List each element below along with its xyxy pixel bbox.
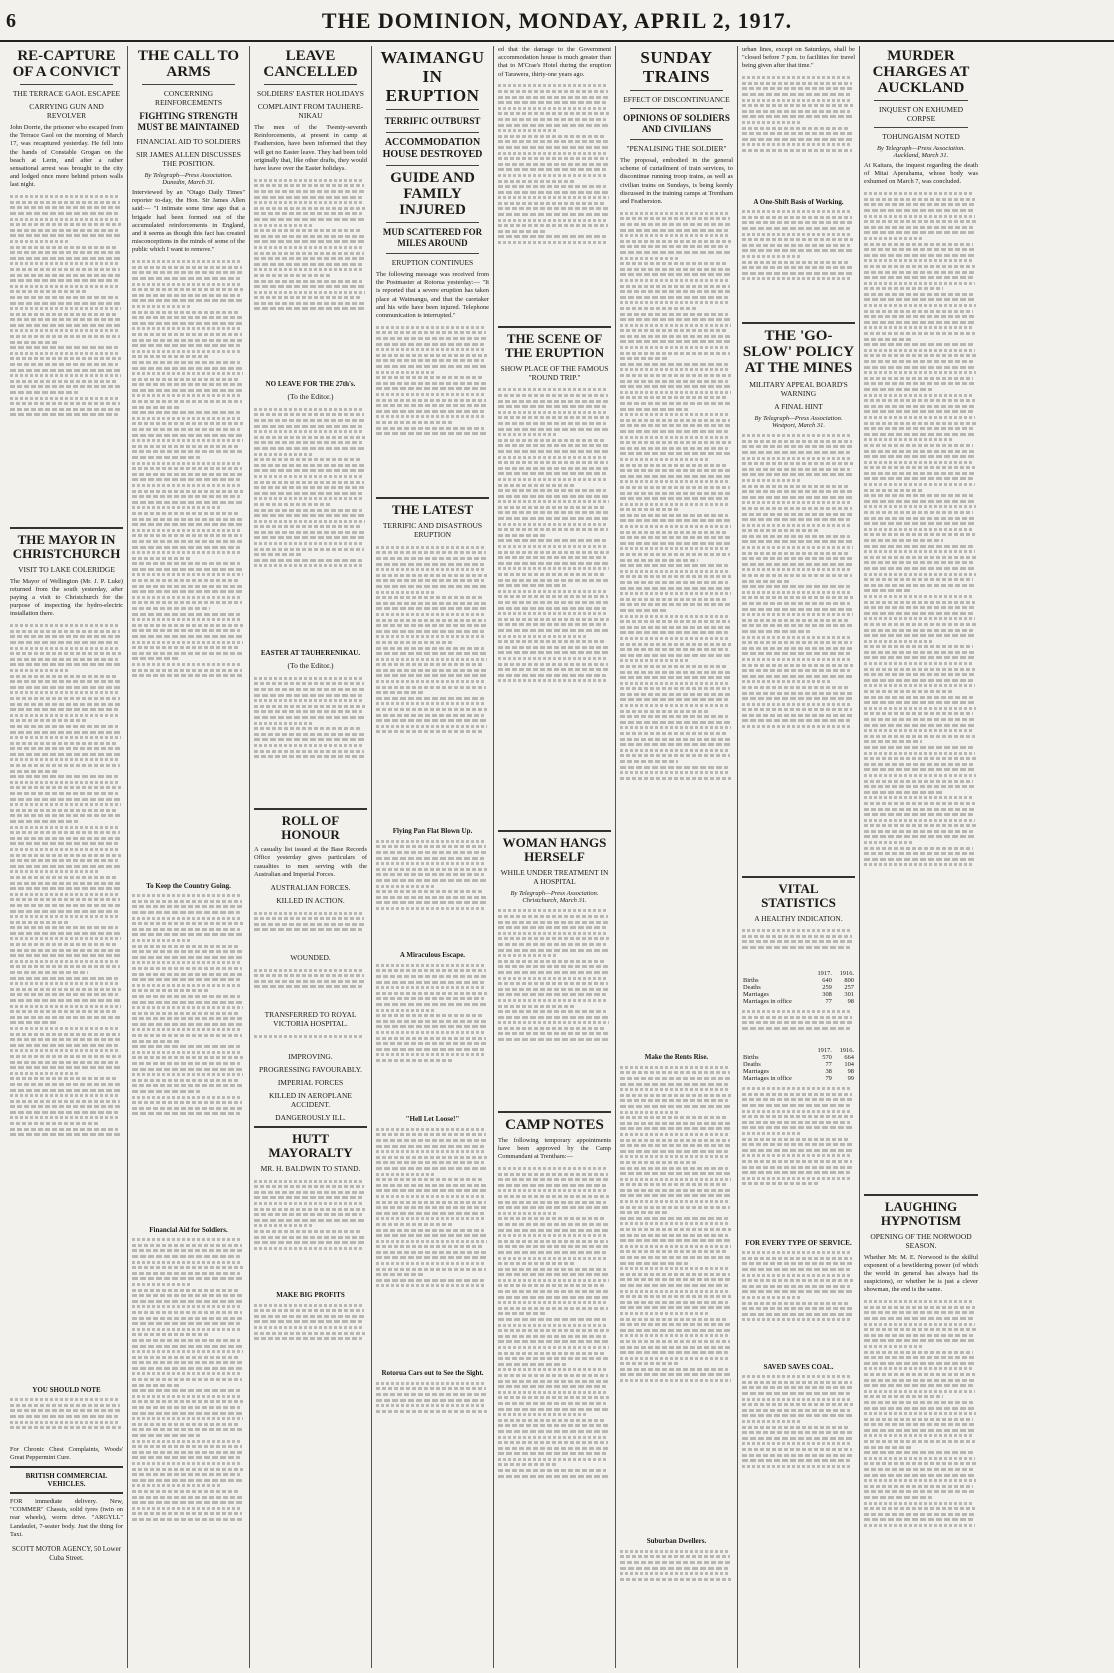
- section-head: "Hell Let Loose!": [405, 1115, 460, 1124]
- ad-text-filler: [742, 1249, 855, 1359]
- headline-leave: LEAVE CANCELLED: [263, 48, 358, 80]
- table-row: Marriages 308 301: [743, 990, 854, 998]
- section-head: NO LEAVE FOR THE 27th's.: [265, 380, 356, 389]
- article-lead: The proposal, embodied in the general scheme of curtailment of train services, to discontinue running troop trains, as well as civilian trains on Sundays, is being keenly discussed in the training camps at Trentham and Featherston.: [620, 157, 733, 206]
- body-text-filler: [498, 386, 611, 826]
- subhead: FINANCIAL AID TO SOLDIERS: [136, 137, 241, 146]
- headline-scene: THE SCENE OF THE ERUPTION: [504, 330, 605, 360]
- subhead: COMPLAINT FROM TAUHERE-NIKAU: [257, 102, 364, 120]
- body-text-filler: [620, 1063, 733, 1533]
- body-text-filler: [498, 1164, 611, 1624]
- subhead: SIR JAMES ALLEN DISCUSSES THE POSITION.: [136, 150, 241, 168]
- body-text-filler: [10, 193, 123, 523]
- section-head: Suburban Dwellers.: [646, 1537, 707, 1546]
- headline-hutt-mayoralty: HUTT MAYORALTY: [268, 1131, 353, 1161]
- subhead: VISIT TO LAKE COLERIDGE: [18, 564, 115, 574]
- table-row: Deaths 77 104: [743, 1060, 854, 1068]
- body-text-filler: [620, 209, 733, 1049]
- article-lead: John Dorrie, the prisoner who escaped from the Terrace Gaol on the morning of March 17, was recaptured yesterday. He fell into the hands of Constable Grogan on the beach at Lerin, and after a rather sensational arrest was brought to the city and lodged once more behind prison walls last night.: [10, 124, 123, 189]
- body-text-filler: [376, 323, 489, 493]
- subhead-large: FIGHTING STRENGTH MUST BE MAINTAINED: [137, 111, 240, 132]
- body-text-filler: [254, 1177, 367, 1287]
- body-text-filler: [742, 74, 855, 194]
- table-row: Deaths 259 257: [743, 983, 854, 991]
- article-lead: At Kaitara, the inquest regarding the death of Mitai Aperahama, whose body was exhumed on March 7, was concluded.: [864, 162, 978, 186]
- subhead: SOLDIERS' EASTER HOLIDAYS: [257, 89, 364, 98]
- article-lead: Interviewed by an "Otago Daily Times" reporter to-day, the Hon. Sir James Allen said:— "I intimate some time ago that a brigade had been formed out of the accumulated reinforcements in England, and it seems as though this fact has created misconceptions in the minds of some of the public which I want to remove.": [132, 189, 245, 254]
- headline-go-slow: THE 'GO-SLOW' POLICY AT THE MINES: [742, 327, 855, 376]
- vital-stats-table-2: 1917. 1916. Births 570 664 Deaths 77 104 Marriages 38 98 Marriages in office 79 99: [743, 1046, 854, 1082]
- column-8: [860, 46, 982, 1668]
- table-row: Marriages in office 79 99: [743, 1074, 854, 1082]
- subhead-large: ACCOMMODATION HOUSE DESTROYED: [382, 137, 483, 160]
- page-number: 6: [6, 10, 16, 32]
- body-text-filler: [864, 1298, 978, 1638]
- body-text-filler: [864, 190, 978, 1190]
- vital-stats-table: 1917. 1916. Births 640 800 Deaths 259 257 Marriages 308 301 Marriages in office 77 98: [743, 969, 854, 1005]
- headline-murder-charges: MURDER CHARGES AT AUCKLAND: [872, 48, 970, 96]
- roll-section: KILLED IN ACTION.: [276, 896, 345, 906]
- column-5: [494, 46, 616, 1668]
- body-text-filler: [376, 1125, 489, 1365]
- section-head: Rotorua Cars out to See the Sight.: [381, 1369, 484, 1378]
- subhead: TOHUNGAISM NOTED: [882, 132, 960, 141]
- ad-text: For Chronic Chest Complaints, Woods' Great Peppermint Cure.: [10, 1445, 123, 1461]
- body-text-filler: [132, 258, 245, 878]
- body-text-filler: [132, 1236, 245, 1656]
- table-row: Births 640 800: [743, 976, 854, 984]
- ad-heading: YOU SHOULD NOTE: [32, 1385, 101, 1394]
- subhead: OPENING OF THE NORWOOD SEASON.: [870, 1231, 972, 1250]
- ad-signature: SCOTT MOTOR AGENCY, 50 Lower Cuba Street.: [11, 1545, 122, 1563]
- ad-heading: MAKE BIG PROFITS: [276, 1291, 345, 1300]
- subhead: A HEALTHY INDICATION.: [754, 913, 843, 923]
- section-head: To Keep the Country Going.: [146, 881, 231, 890]
- subhead: CARRYING GUN AND REVOLVER: [29, 102, 104, 120]
- subhead: WHILE UNDER TREATMENT IN A HOSPITAL: [500, 867, 609, 886]
- article-continuation: ed that the damage to the Government accommodation house is much greater than that to M'Crae's Hotel during the eruption of Tarawera, thirty-one years ago.: [498, 46, 611, 78]
- column-3: [250, 46, 372, 1668]
- article-lead: Whether Mr. M. E. Norwood is the skilful exponent of a bewildering power (of which the world in general has always had its suspicions), or whether he is just a clever showman, the end is the same.: [864, 1253, 978, 1294]
- table-row: Marriages 38 98: [743, 1067, 854, 1075]
- subhead: SHOW PLACE OF THE FAMOUS "ROUND TRIP.": [500, 363, 609, 382]
- roll-section: DANGEROUSLY ILL.: [275, 1113, 346, 1123]
- headline-latest: THE LATEST: [391, 502, 474, 518]
- roll-section: IMPERIAL FORCES: [277, 1078, 344, 1088]
- roll-section: TRANSFERRED TO ROYAL VICTORIA HOSPITAL.: [264, 1010, 357, 1029]
- section-head: Make the Rents Rise.: [644, 1053, 709, 1062]
- ad-text-filler: [10, 1396, 123, 1446]
- section-head: Financial Aid for Soldiers.: [149, 1225, 228, 1234]
- body-text-filler: [254, 1032, 367, 1048]
- headline-mayor: THE MAYOR IN CHRISTCHURCH: [12, 531, 121, 561]
- body-text-filler: [376, 543, 489, 823]
- body-text-filler: [376, 1379, 489, 1429]
- ad-heading: FOR EVERY TYPE OF SERVICE.: [745, 1238, 852, 1247]
- masthead: [0, 0, 1114, 42]
- headline-vital-statistics: VITAL STATISTICS: [761, 880, 836, 910]
- body-text-filler: [254, 909, 367, 949]
- roll-section: WOUNDED.: [290, 953, 331, 963]
- roll-section: PROGRESSING FAVOURABLY.: [258, 1065, 363, 1075]
- body-text-filler: [498, 907, 611, 1107]
- roll-section: KILLED IN AEROPLANE ACCIDENT.: [269, 1091, 352, 1110]
- subhead-large: GUIDE AND FAMILY INJURED: [390, 170, 475, 218]
- subhead: TERRIFIC AND DISASTROUS ERUPTION: [382, 521, 483, 540]
- roll-section: IMPROVING.: [288, 1052, 333, 1062]
- section-head: Flying Pan Flat Blown Up.: [392, 827, 473, 836]
- subhead: "PENALISING THE SOLDIER": [626, 144, 727, 153]
- body-text-filler: [376, 961, 489, 1111]
- headline-waimangu: WAIMANGU IN ERUPTION: [380, 48, 485, 105]
- dateline: By Telegraph—Press Association. Auckland, March 31.: [876, 145, 966, 159]
- headline-call-to-arms: THE CALL TO ARMS: [137, 48, 240, 80]
- newspaper-title: THE DOMINION, MONDAY, APRIL 2, 1917.: [321, 8, 793, 33]
- column-7: [738, 46, 860, 1668]
- column-4: [372, 46, 494, 1668]
- headline-sunday-trains: SUNDAY TRAINS: [640, 48, 713, 86]
- body-text-filler: [254, 405, 367, 645]
- body-text-filler: [254, 176, 367, 376]
- dateline: By Telegraph—Press Association. Christchurch, March 31.: [510, 889, 599, 904]
- headline-convict: RE-CAPTURE OF A CONVICT: [12, 48, 121, 80]
- article-continuation: urban lines, except on Saturdays, shall be "closed before 7 p.m. to facilities for travel being given after that time.": [742, 46, 855, 70]
- columns: [6, 46, 1108, 1668]
- subhead: THE TERRACE GAOL ESCAPEE: [12, 89, 121, 98]
- subhead-large: OPINIONS OF SOLDIERS AND CIVILIANS: [623, 113, 730, 134]
- ad-text-filler: [254, 1301, 367, 1361]
- subhead: MR. H. BALDWIN TO STAND.: [260, 1164, 361, 1174]
- headline-camp-notes: CAMP NOTES: [505, 1116, 604, 1133]
- table-row: Marriages in office 77 98: [743, 997, 854, 1005]
- body-text-filler: [742, 208, 855, 318]
- section-head: A Miraculous Escape.: [399, 951, 466, 960]
- table-row: Births 570 664: [743, 1053, 854, 1061]
- body-text-filler: [742, 1008, 855, 1044]
- subhead-large: MUD SCATTERED FOR MILES AROUND: [382, 227, 483, 248]
- body-text-filler: [132, 892, 245, 1222]
- body-text-filler: [742, 432, 855, 872]
- body-text-filler: [254, 674, 367, 804]
- section-head: A One-Shift Basis of Working.: [753, 197, 844, 206]
- article-lead: The following temporary appointments have been approved by the Camp Commandant at Trentham:—: [498, 1136, 611, 1161]
- roll-section: AUSTRALIAN FORCES.: [270, 883, 351, 893]
- subhead: CONCERNING REINFORCEMENTS: [154, 89, 223, 107]
- headline-hypnotism: LAUGHING HYPNOTISM: [880, 1198, 962, 1228]
- subhead-large: TERRIFIC OUTBURST: [384, 116, 481, 126]
- ad-text: FOR immediate delivery. New, "COMMER" Chassis, solid tyres (twin on rear wheels), worm drive. "ARGYLL" Landaulet, 7-seater body. Just the thing for Taxi.: [10, 1498, 123, 1538]
- article-lead: The men of the Twenty-seventh Reinforcements, at present in camp at Featherston, have been informed that they will get no Easter leave. They had been told originally that, like other drafts, they would have leave over the Easter holidays.: [254, 124, 367, 173]
- article-lead: The Mayor of Wellington (Mr. J. P. Luke) returned from the south yesterday, after paying a visit to Christchurch for the purpose of inspecting the hydro-electric installation there.: [10, 577, 123, 618]
- column-6: [616, 46, 738, 1668]
- body-text-filler: [620, 1547, 733, 1597]
- ad-text-filler: [742, 1373, 855, 1513]
- column-1: [6, 46, 128, 1668]
- subhead: MILITARY APPEAL BOARD'S WARNING: [749, 379, 848, 398]
- body-text-filler: [254, 966, 367, 1006]
- article-lead: The following message was received from the Postmaster at Rotorua yesterday:— "It is reported that a severe eruption has taken place at Waimangu, and that the caretaker and his wife have been injured. Telephone communication is interrupted.": [376, 271, 489, 320]
- subhead: A FINAL HINT: [774, 401, 823, 411]
- headline-roll-of-honour: ROLL OF HONOUR: [281, 813, 340, 843]
- section-head: EASTER AT TAUHERENIKAU.: [260, 649, 361, 658]
- letter-note: (To the Editor.): [287, 661, 334, 671]
- letter-note: (To the Editor.): [287, 392, 334, 402]
- subhead: ERUPTION CONTINUES: [391, 258, 474, 267]
- headline-woman-hangs: WOMAN HANGS HERSELF: [502, 834, 607, 864]
- body-text-filler: [742, 1085, 855, 1235]
- body-text-filler: [742, 927, 855, 967]
- dateline: By Telegraph—Press Association. Westport, March 31.: [754, 414, 843, 429]
- dateline: By Telegraph—Press Association. Dunedin, March 31.: [144, 172, 233, 186]
- ad-heading: SAVED SAVES COAL.: [763, 1362, 834, 1371]
- column-2: [128, 46, 250, 1668]
- body-text-filler: [376, 837, 489, 947]
- ad-heading: BRITISH COMMERCIAL VEHICLES.: [25, 1472, 108, 1489]
- subhead: EFFECT OF DISCONTINUANCE: [623, 95, 730, 104]
- subhead: INQUEST ON EXHUMED CORPSE: [878, 105, 964, 123]
- body-text-filler: [498, 82, 611, 322]
- article-lead: A casualty list issued at the Base Records Office yesterday gives particulars of casualties to men serving with the Australian and Imperial Forces.: [254, 846, 367, 878]
- body-text-filler: [10, 622, 123, 1382]
